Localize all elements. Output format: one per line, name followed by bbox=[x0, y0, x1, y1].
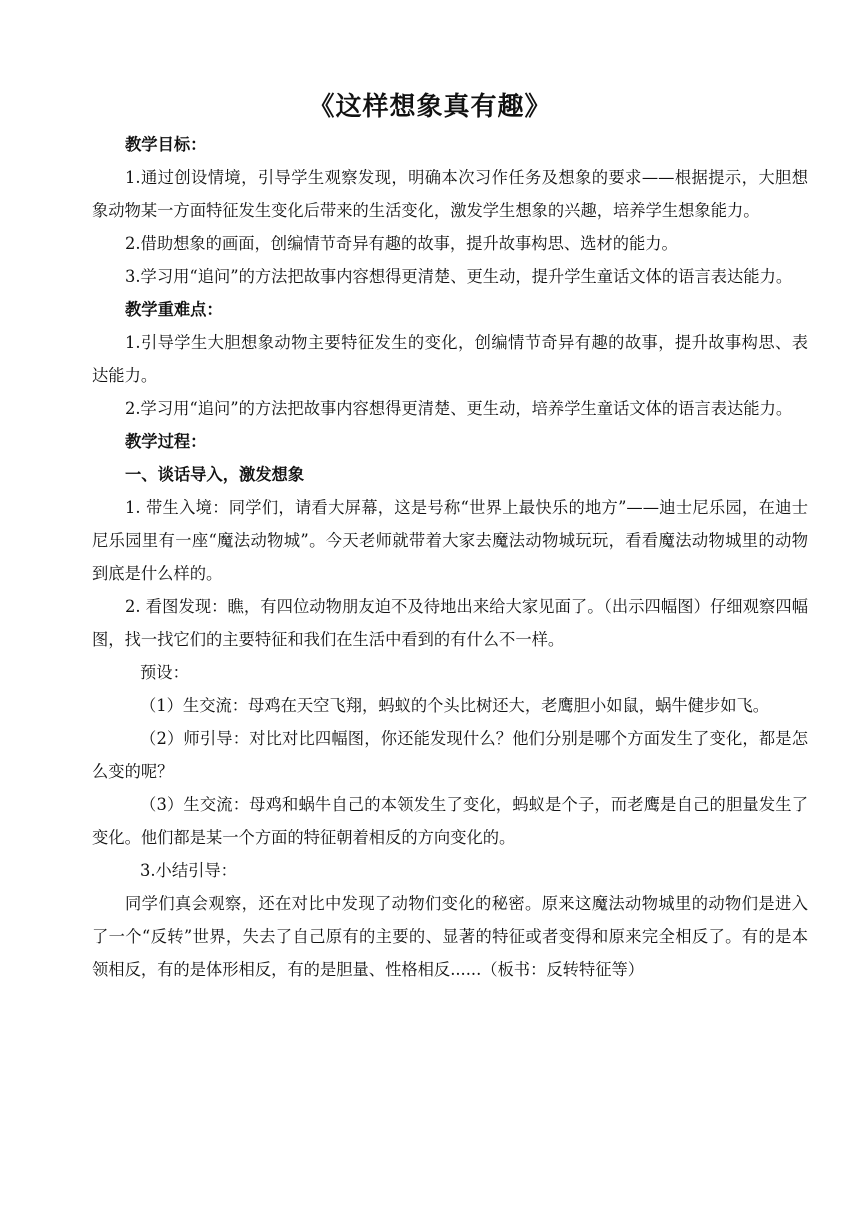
goal-item: 3.学习用“追问”的方法把故事内容想得更清楚、更生动，提升学生童话文体的语言表达能力。 bbox=[125, 267, 793, 286]
key-point-item: 1.引导学生大胆想象动物主要特征发生的变化，创编情节奇异有趣的故事，提升故事构思、表达能力。 bbox=[92, 333, 808, 385]
step-2-paragraph: 2. 看图发现：瞧，有四位动物朋友迫不及待地出来给大家见面了。（出示四幅图）仔细观察四幅图，找一找它们的主要特征和我们在生活中看到的有什么不一样。 bbox=[92, 597, 808, 649]
preset-item: （2）师引导：对比对比四幅图，你还能发现什么？他们分别是哪个方面发生了变化，都是怎么变的呢？ bbox=[92, 729, 808, 781]
goal-item: 1.通过创设情境，引导学生观察发现，明确本次习作任务及想象的要求——根据提示，大胆想象动物某一方面特征发生变化后带来的生活变化，激发学生想象的兴趣，培养学生想象能力。 bbox=[92, 168, 808, 220]
preset-label: 预设： bbox=[140, 663, 189, 682]
document-body bbox=[92, 128, 808, 986]
summary-paragraph: 同学们真会观察，还在对比中发现了动物们变化的秘密。原来这魔法动物城里的动物们是进入了一个“反转”世界，失去了自己原有的主要的、显著的特征或者变得和原来完全相反了。有的是本领相反，有的是体形相反，有的是胆量、性格相反......（板书：反转特征等） bbox=[92, 894, 808, 979]
key-point-item: 2.学习用“追问”的方法把故事内容想得更清楚、更生动，培养学生童话文体的语言表达能力。 bbox=[125, 399, 793, 418]
key-points-heading: 教学重难点： bbox=[125, 300, 223, 319]
preset-item: （3）生交流：母鸡和蜗牛自己的本领发生了变化，蚂蚁是个子，而老鹰是自己的胆量发生了变化。他们都是某一个方面的特征朝着相反的方向变化的。 bbox=[92, 795, 808, 847]
goals-heading: 教学目标： bbox=[125, 135, 207, 154]
step-3-label: 3.小结引导： bbox=[140, 861, 237, 880]
preset-item: （1）生交流：母鸡在天空飞翔，蚂蚁的个头比树还大，老鹰胆小如鼠，蜗牛健步如飞。 bbox=[140, 696, 770, 715]
goal-item: 2.借助想象的画面，创编情节奇异有趣的故事，提升故事构思、选材的能力。 bbox=[125, 234, 678, 253]
part1-heading: 一、谈话导入，激发想象 bbox=[125, 465, 305, 484]
document-title: 《这样想象真有趣》 bbox=[308, 92, 552, 122]
process-heading: 教学过程： bbox=[125, 432, 207, 451]
step-1-paragraph: 1. 带生入境：同学们，请看大屏幕，这是号称“世界上最快乐的地方”——迪士尼乐园，在迪士尼乐园里有一座“魔法动物城”。今天老师就带着大家去魔法动物城玩玩，看看魔法动物城里的动物到底是什么样的。 bbox=[92, 498, 808, 583]
